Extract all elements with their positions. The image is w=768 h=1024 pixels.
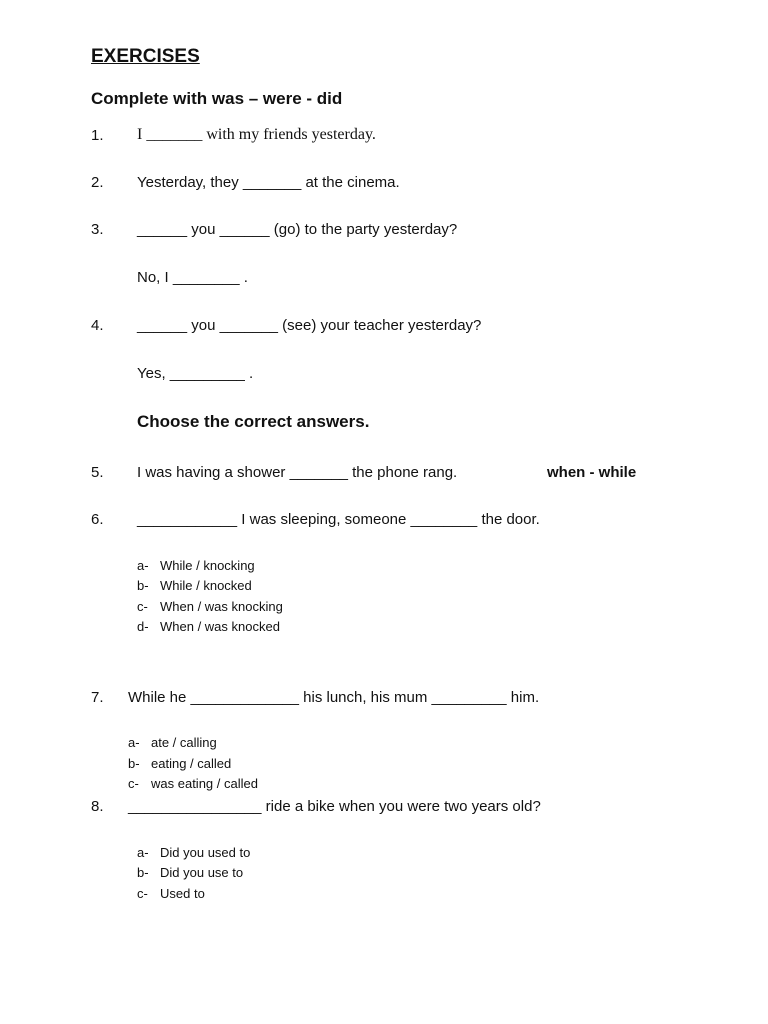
section-heading-choose: Choose the correct answers. bbox=[137, 412, 370, 431]
question-text-7: While he _____________ his lunch, his mum _________ him. bbox=[128, 689, 540, 706]
answer-line-3: No, I ________ . bbox=[137, 269, 248, 286]
option-letter: c- bbox=[137, 599, 148, 614]
option-letter: b- bbox=[137, 865, 149, 880]
option-letter: c- bbox=[128, 776, 139, 791]
option-text: While / knocking bbox=[160, 558, 255, 573]
option-letter: a- bbox=[128, 735, 140, 750]
question-number-8: 8. bbox=[91, 798, 104, 815]
question-text-6: ____________ I was sleeping, someone ________ the door. bbox=[137, 511, 540, 528]
option-text: was eating / called bbox=[151, 776, 258, 791]
question-number-2: 2. bbox=[91, 174, 104, 191]
option-text: While / knocked bbox=[160, 578, 252, 593]
question-text-4: ______ you _______ (see) your teacher yesterday? bbox=[137, 317, 482, 334]
question-text-3: ______ you ______ (go) to the party yesterday? bbox=[137, 221, 458, 238]
question-number-1: 1. bbox=[91, 127, 104, 144]
option-text: Used to bbox=[160, 886, 205, 901]
question-number-7: 7. bbox=[91, 689, 104, 706]
option-letter: d- bbox=[137, 619, 149, 634]
option-letter: c- bbox=[137, 886, 148, 901]
question-number-3: 3. bbox=[91, 221, 104, 238]
option-letter: a- bbox=[137, 845, 149, 860]
option-text: ate / calling bbox=[151, 735, 217, 750]
hint-5: when - while bbox=[547, 464, 637, 481]
question-text-8: ________________ ride a bike when you were two years old? bbox=[128, 798, 541, 815]
option-text: When / was knocked bbox=[160, 619, 280, 634]
option-letter: a- bbox=[137, 558, 149, 573]
page-title: EXERCISES bbox=[91, 46, 200, 67]
option-text: eating / called bbox=[151, 756, 232, 771]
section-heading-complete: Complete with was – were - did bbox=[91, 89, 343, 108]
option-letter: b- bbox=[128, 756, 140, 771]
answer-line-4: Yes, _________ . bbox=[137, 365, 254, 382]
option-text: Did you use to bbox=[160, 865, 244, 880]
option-letter: b- bbox=[137, 578, 149, 593]
question-text-1: I _______ with my friends yesterday. bbox=[137, 126, 376, 143]
question-number-4: 4. bbox=[91, 317, 104, 334]
option-text: Did you used to bbox=[160, 845, 251, 860]
question-number-5: 5. bbox=[91, 464, 104, 481]
option-text: When / was knocking bbox=[160, 599, 283, 614]
question-text-5: I was having a shower _______ the phone rang. bbox=[137, 464, 458, 481]
question-text-2: Yesterday, they _______ at the cinema. bbox=[137, 174, 400, 191]
question-number-6: 6. bbox=[91, 511, 104, 528]
